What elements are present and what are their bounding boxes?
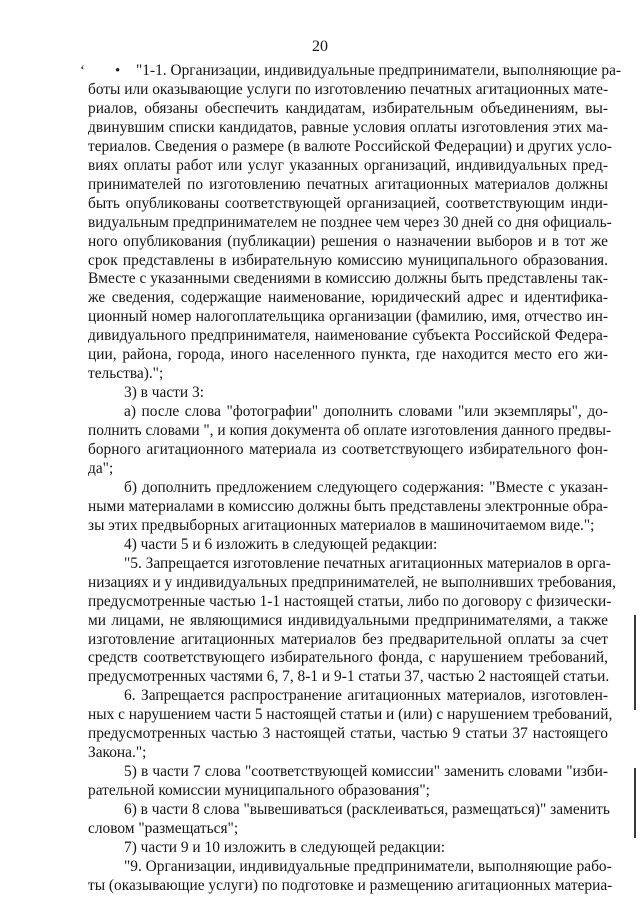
text-line: Закона."; bbox=[88, 744, 147, 762]
text-line: 4) части 5 и 6 изложить в следующей редакции: bbox=[124, 535, 438, 553]
text-line: ного опубликования (публикации) решения о назначении выборов и в тот же bbox=[88, 232, 608, 250]
text-line: ции, района, города, иного населенного пункта, где находится место его жи- bbox=[88, 346, 608, 364]
text-line: двинувшим списки кандидатов, равные условия оплаты изготовления этих ма- bbox=[88, 118, 608, 136]
margin-mark: ‘ bbox=[80, 63, 85, 79]
text-line: 7) части 9 и 10 изложить в следующей редакции: bbox=[124, 838, 446, 856]
text-line: б) дополнить предложением следующего содержания: "Вместе с указан- bbox=[124, 478, 608, 496]
text-line: дивидуального предпринимателя, наименование субъекта Российской Федера- bbox=[88, 327, 608, 345]
text-line: ми лицами, не являющимися индивидуальными предпринимателями, а также bbox=[88, 611, 608, 629]
scan-edge-line bbox=[634, 615, 636, 710]
text-line: риалов, обязаны обеспечить кандидатам, избирательным объединениям, вы- bbox=[88, 99, 608, 117]
text-line: тельства)."; bbox=[88, 365, 164, 383]
text-line: быть опубликованы соответствующей организацией, соответствующим инди- bbox=[88, 194, 608, 212]
text-line: 3) в части 3: bbox=[124, 384, 204, 402]
text-line: виях оплаты работ или услуг указанных организаций, индивидуальных пред- bbox=[88, 156, 608, 174]
text-line: же сведения, содержащие наименование, юридический адрес и идентифика- bbox=[88, 289, 608, 307]
text-line: рательной комиссии муниципального образования"; bbox=[88, 782, 430, 800]
text-line: срок представлены в избирательную комиссию муниципального образования. bbox=[88, 251, 608, 269]
text-line: "5. Запрещается изготовление печатных агитационных материалов в орга- bbox=[124, 554, 611, 572]
text-line: боты или оказывающие услуги по изготовлению печатных агитационных мате- bbox=[88, 80, 609, 98]
scan-edge-line bbox=[634, 768, 636, 838]
text-line: борного агитационного материала из соответствующего избирательного фон- bbox=[88, 441, 608, 458]
text-line: средств соответствующего избирательного фонда, с нарушением требований, bbox=[88, 649, 608, 667]
text-line: 5) в части 7 слова "соответствующей комиссии" заменить словами "изби- bbox=[124, 763, 608, 781]
text-line: ты (оказывающие услуги) по подготовке и размещению агитационных материа- bbox=[88, 876, 613, 894]
text-line: териалов. Сведения о размере (в валюте Российской Федерации) и других усло- bbox=[88, 137, 613, 155]
text-line: 6. Запрещается распространение агитационных материалов, изготовлен- bbox=[124, 687, 608, 705]
page-number: 20 bbox=[312, 38, 328, 55]
text-line: ных с нарушением части 5 настоящей статьи и (или) с нарушением требований, bbox=[88, 706, 613, 724]
text-line: ными материалами в комиссию должны быть представлены электронные обра- bbox=[88, 497, 608, 515]
text-line: "9. Организации, индивидуальные предприниматели, выполняющие рабо- bbox=[124, 857, 612, 875]
text-line: да"; bbox=[88, 459, 114, 477]
text-line: "1-1. Организации, индивидуальные предприниматели, выполняющие ра- bbox=[136, 62, 622, 79]
text-line: полнить словами ", и копия документа об оплате изготовления данного предвы- bbox=[88, 422, 612, 440]
text-line: изготовление агитационных материалов без предварительной оплаты за счет bbox=[88, 630, 608, 648]
bullet-mark: • bbox=[115, 63, 121, 79]
text-line: предусмотренные частью 1-1 настоящей статьи, либо по договору с физически- bbox=[88, 592, 612, 610]
text-line: низациях и у индивидуальных предпринимателей, не выполнивших требования, bbox=[88, 573, 616, 591]
text-line: а) после слова "фотографии" дополнить словами "или экземпляры", до- bbox=[124, 403, 608, 421]
text-line: Вместе с указанными сведениями в комиссию должны быть представлены так- bbox=[88, 270, 608, 288]
text-line: предусмотренных частями 6, 7, 8-1 и 9-1 статьи 37, частью 2 настоящей статьи. bbox=[88, 668, 610, 686]
text-line: видуальным предпринимателем не позднее чем через 30 дней со дня официаль- bbox=[88, 213, 612, 231]
text-line: предусмотренных частью 3 настоящей статьи, частью 9 статьи 37 настоящего bbox=[88, 725, 608, 743]
text-line: словом "размещаться"; bbox=[88, 820, 239, 837]
text-line: принимателей по изготовлению печатных агитационных материалов должны bbox=[88, 175, 608, 193]
text-line: зы этих предвыборных агитационных материалов в машиночитаемом виде."; bbox=[88, 516, 595, 534]
text-line: ционный номер налогоплательщика организации (фамилию, имя, отчество ин- bbox=[88, 308, 608, 326]
text-line: 6) в части 8 слова "вывешиваться (расклеиваться, размещаться)" заменить bbox=[124, 801, 610, 819]
